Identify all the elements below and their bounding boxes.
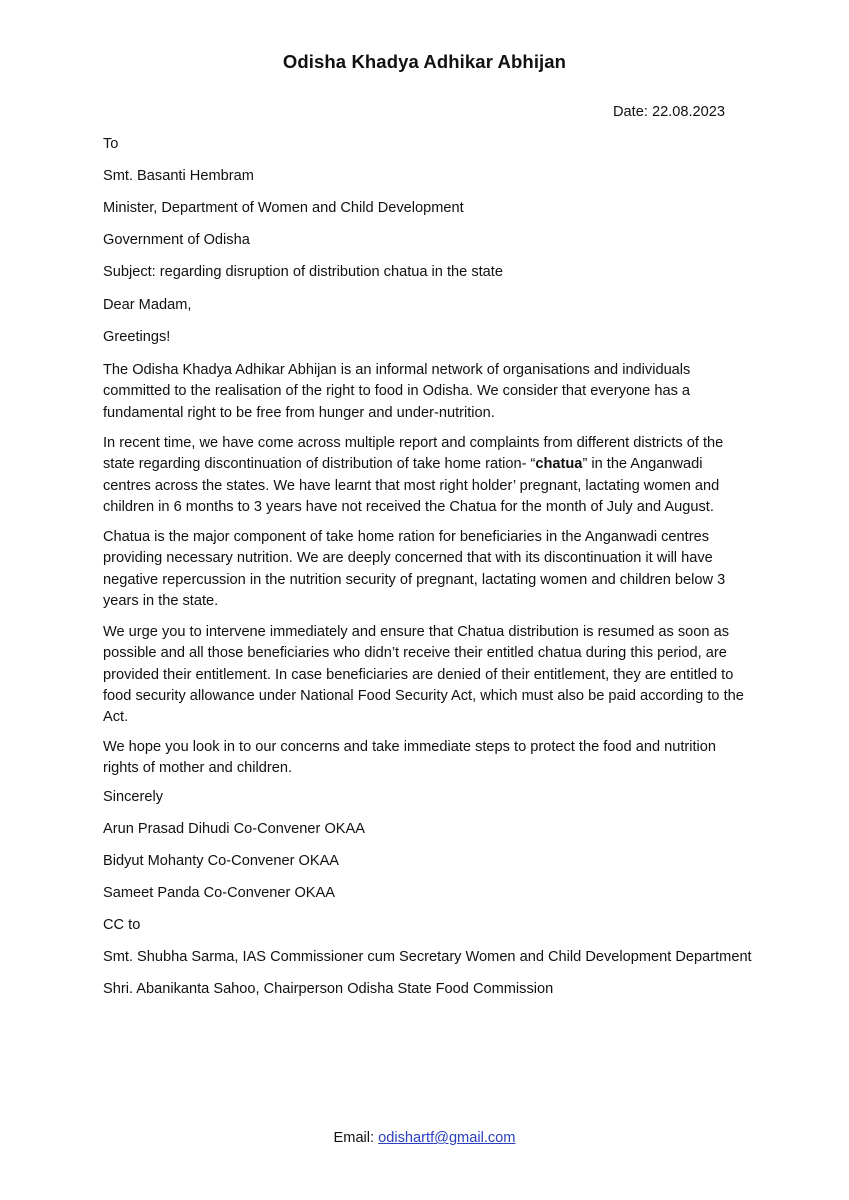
paragraph-1: The Odisha Khadya Adhikar Abhijan is an informal network of organisations and individuals committed to the realisation of the right to food in Odisha. We consider that everyone has a fundamental right to be free from hunger and under-nutrition.	[103, 362, 691, 421]
footer-email-label: Email:	[333, 1130, 379, 1146]
recipient-name: Smt. Basanti Hembram	[103, 168, 254, 184]
footer	[0, 1130, 849, 1146]
paragraph-2	[103, 433, 753, 518]
to-label: To	[103, 136, 119, 152]
paragraph-5: We hope you look in to our concerns and take immediate steps to protect the food and nutrition rights of mother and children.	[103, 739, 717, 777]
subject-line: Subject: regarding disruption of distribution chatua in the state	[103, 264, 503, 280]
signatory-2: Bidyut Mohanty Co-Convener OKAA	[103, 853, 340, 869]
salutation: Dear Madam,	[103, 297, 192, 313]
paragraph-2-text-b: ” in the Anganwadi centres across the states. We have learnt that most right holder’ pregnant, lactating women and children in 6 months to 3 years have not received the Chatua for the month of July and August.	[103, 456, 720, 515]
closing: Sincerely	[103, 789, 164, 805]
signatory-1: Arun Prasad Dihudi Co-Convener OKAA	[103, 821, 366, 837]
paragraph-2-bold-chatua: chatua	[535, 456, 583, 473]
footer-email-link[interactable]: odishartf@gmail.com	[378, 1130, 516, 1146]
greeting: Greetings!	[103, 329, 171, 345]
cc-recipient-1: Smt. Shubha Sarma, IAS Commissioner cum Secretary Women and Child Development Department	[103, 949, 752, 965]
recipient-org: Government of Odisha	[103, 232, 250, 248]
letter-date: Date: 22.08.2023	[613, 104, 725, 120]
cc-recipient-2: Shri. Abanikanta Sahoo, Chairperson Odisha State Food Commission	[103, 981, 554, 997]
paragraph-2-text-a: In recent time, we have come across multiple report and complaints from different districts of the state regarding discontinuation of distribution of take home ration- “	[103, 435, 724, 473]
recipient-title: Minister, Department of Women and Child Development	[103, 200, 464, 216]
signatory-3: Sameet Panda Co-Convener OKAA	[103, 885, 336, 901]
cc-label: CC to	[103, 917, 141, 933]
paragraph-3: Chatua is the major component of take home ration for beneficiaries in the Anganwadi centres providing necessary nutrition. We are deeply concerned that with its discontinuation it will have negative repercussion in the nutrition security of pregnant, lactating women and children below 3 years in the state.	[103, 529, 726, 609]
paragraph-4: We urge you to intervene immediately and ensure that Chatua distribution is resumed as soon as possible and all those beneficiaries who didn’t receive their entitled chatua during this period, are provided their entitlement. In case beneficiaries are denied of their entitlement, they are entitled to food security allowance under National Food Security Act, which must also be paid according to the Act.	[103, 624, 744, 726]
letter-title: Odisha Khadya Adhikar Abhijan	[282, 51, 567, 72]
